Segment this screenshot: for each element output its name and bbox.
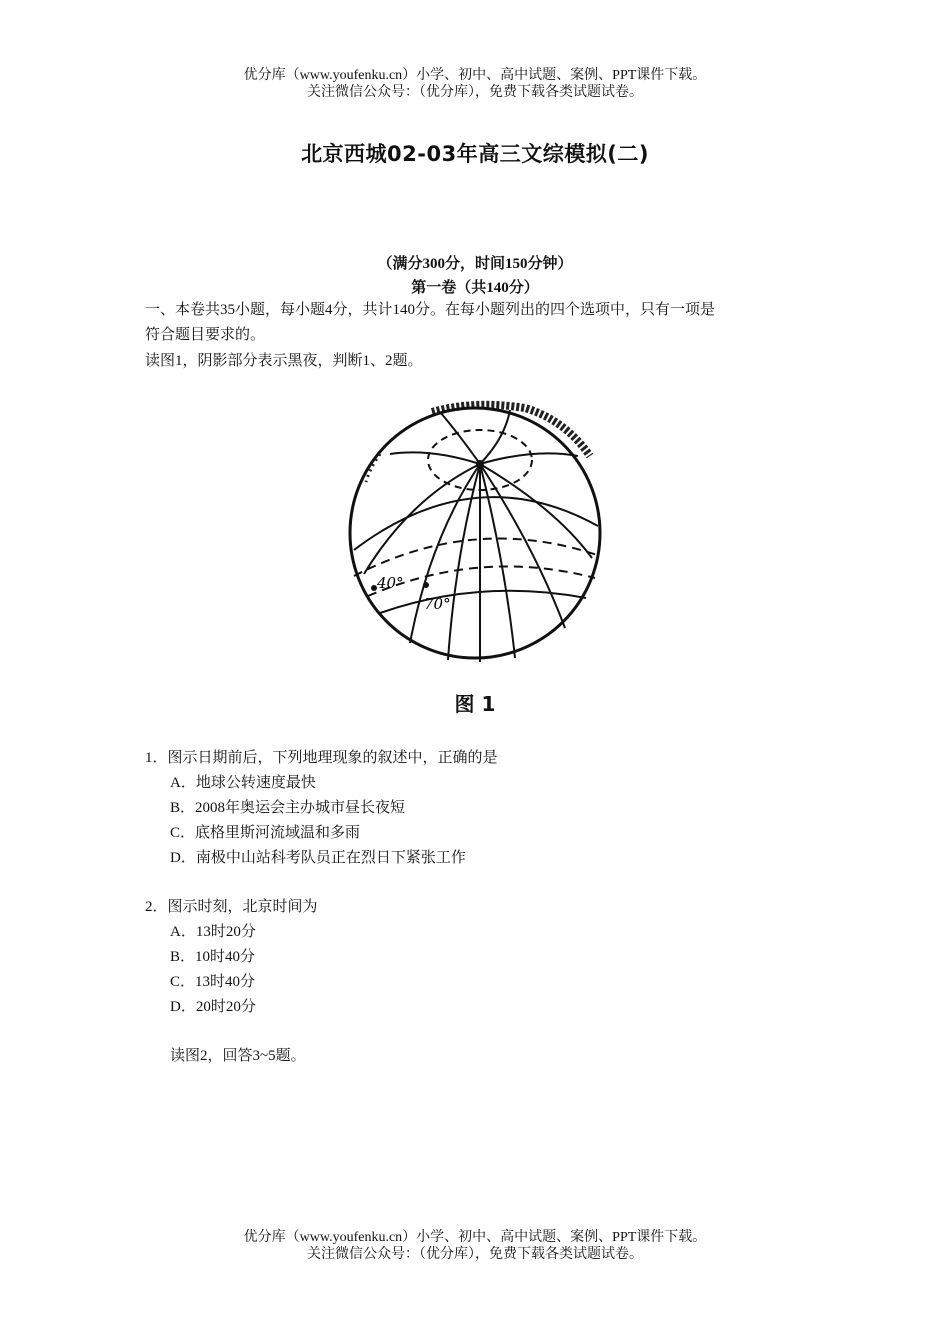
- page-footer: [0, 1229, 950, 1263]
- marker-70: [423, 582, 429, 588]
- page-title: 北京西城02-03年高三文综模拟(二): [301, 142, 649, 166]
- question-2-option-b: B．10时40分: [170, 949, 256, 965]
- page-header: [0, 67, 950, 101]
- label-70: 70°: [424, 595, 451, 613]
- question-2-option-c: C．13时40分: [170, 974, 256, 990]
- question-1-option-b: B．2008年奥运会主办城市昼长夜短: [170, 800, 406, 816]
- north-pole-point: [476, 460, 484, 468]
- next-instruction: 读图2，回答3~5题。: [170, 1048, 306, 1064]
- question-2-option-d: D．20时20分: [170, 999, 256, 1015]
- globe-figure: [340, 398, 610, 668]
- meridians: [364, 410, 592, 662]
- section-title: 第一卷（共140分）: [411, 280, 539, 296]
- question-2-option-a: A．13时20分: [170, 924, 256, 940]
- question-1-option-c: C．底格里斯河流域温和多雨: [170, 825, 361, 841]
- footer-line-1: 优分库（www.youfenku.cn）小学、初中、高中试题、案例、PPT课件下载。: [243, 1230, 707, 1245]
- header-line-1: 优分库（www.youfenku.cn）小学、初中、高中试题、案例、PPT课件下载。: [243, 68, 707, 83]
- footer-line-2: 关注微信公众号：（优分库），免费下载各类试题试卷。: [307, 1247, 643, 1262]
- label-40: 40°: [377, 574, 404, 592]
- exam-subtitle: （满分300分，时间150分钟）: [377, 256, 573, 272]
- question-1-stem: 1．图示日期前后，下列地理现象的叙述中，正确的是: [145, 750, 498, 766]
- instruction-line-2: 符合题目要求的。: [145, 327, 266, 343]
- figure-caption: 图 1: [454, 692, 496, 716]
- question-2-stem: 2．图示时刻，北京时间为: [145, 899, 318, 915]
- header-line-2: 关注微信公众号：（优分库），免费下载各类试题试卷。: [307, 85, 643, 100]
- instruction-line-1: 一、本卷共35小题，每小题4分，共计140分。在每小题列出的四个选项中，只有一项是: [145, 302, 716, 318]
- question-1-option-d: D．南极中山站科考队员正在烈日下紧张工作: [170, 850, 466, 866]
- question-1-option-a: A．地球公转速度最快: [170, 775, 316, 791]
- instruction-line-3: 读图1，阴影部分表示黑夜，判断1、2题。: [145, 353, 423, 369]
